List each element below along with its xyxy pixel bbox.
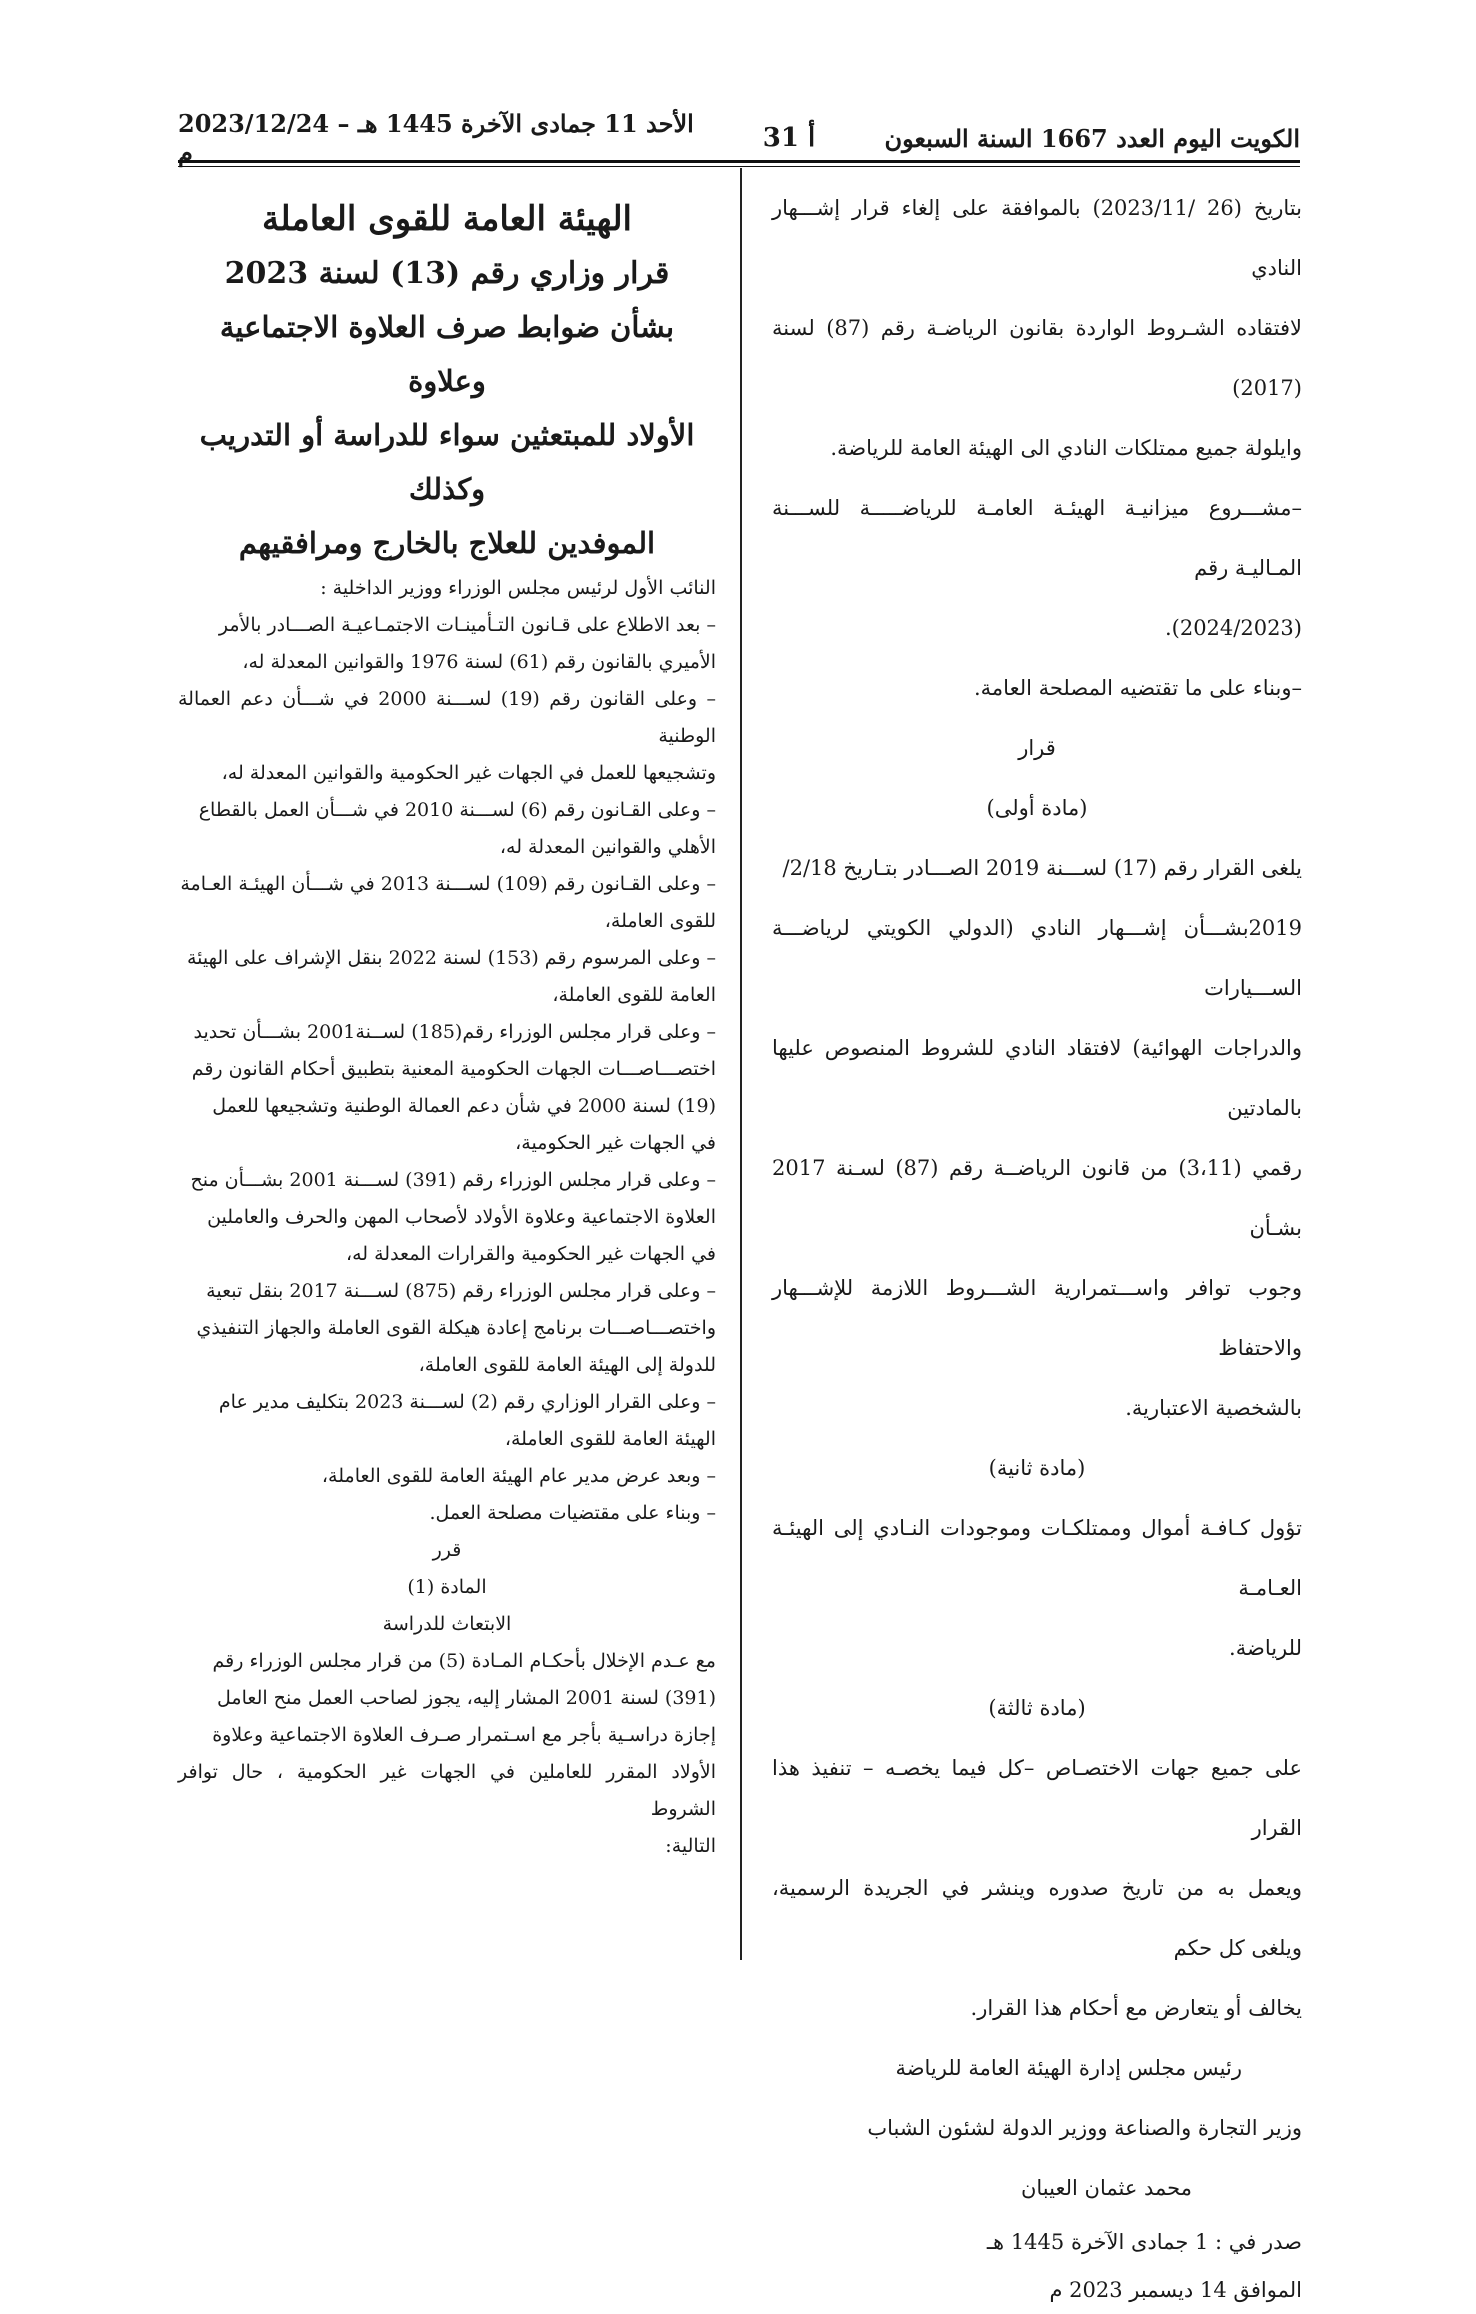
decree-subject-line: بشأن ضوابط صرف العلاوة الاجتماعية وعلاوة <box>219 310 675 398</box>
signatory-name: محمد عثمان العيبان <box>1020 2176 1192 2200</box>
text-line: وجوب توافر واســـتمرارية الشـــروط اللازمة للإشـــهار والاحتفاظ <box>772 1276 1302 1360</box>
text-line: النائب الأول لرئيس مجلس الوزراء ووزير الداخلية : <box>320 577 716 599</box>
article-1-label: المادة (1) <box>407 1576 487 1598</box>
text-line: الأهلي والقوانين المعدلة له، <box>499 836 716 858</box>
decree-subject-line: الأولاد للمبتعثين سواء للدراسة أو التدريب وكذلك <box>199 418 695 506</box>
decree-body <box>178 570 716 1865</box>
page-number: أ 31 <box>762 123 816 153</box>
authority-title: الهيئة العامة للقوى العاملة <box>262 199 632 239</box>
text-line: – وعلى قرار مجلس الوزراء رقم (391) لســـنة 2001 بشـــأن منح <box>190 1169 716 1191</box>
article-1-heading: الابتعاث للدراسة <box>382 1613 512 1635</box>
text-line: – وعلى قرار مجلس الوزراء رقم (875) لســـنة 2017 بنقل تبعية <box>206 1280 716 1302</box>
text-line: التالية: <box>665 1835 716 1857</box>
text-line: إجازة دراسـية بأجر مع اسـتمرار صـرف العلاوة الاجتماعية وعلاوة <box>212 1724 716 1746</box>
text-line: في الجهات غير الحكومية والقرارات المعدلة له، <box>345 1243 716 1265</box>
text-line: –مشـــروع ميزانيـة الهيئـة العامـة للرياضـــــة للســـنة المـاليـة رقم <box>772 496 1302 580</box>
text-line: – وعلى القانون رقم (19) لســـنة 2000 في شـــأن دعم العمالة الوطنية <box>178 688 716 747</box>
header-rule-thin <box>178 166 1300 167</box>
text-line: بالشخصية الاعتبارية. <box>1125 1396 1302 1420</box>
signatory-title-2: وزير التجارة والصناعة ووزير الدولة لشئون الشباب <box>867 2116 1302 2140</box>
text-line: (2024/2023). <box>1164 616 1302 640</box>
issued-date: صدر في : 1 جمادى الآخرة 1445 هـ <box>986 2230 1302 2254</box>
text-line: – وعلى المرسوم رقم (153) لسنة 2022 بنقل الإشراف على الهيئة <box>186 947 716 969</box>
text-line: اختصـــاصـــات الجهات الحكومية المعنية بتطبيق أحكام القانون رقم <box>191 1058 716 1080</box>
corresponding-date: الموافق 14 ديسمبر 2023 م <box>1049 2278 1302 2302</box>
text-line: في الجهات غير الحكومية، <box>515 1132 716 1154</box>
text-line: للرياضة. <box>1229 1636 1302 1660</box>
text-line: واختصـــاصـــات برنامج إعادة هيكلة القوى العاملة والجهاز التنفيذي <box>196 1317 716 1339</box>
decree-title: قرار وزاري رقم (13) لسنة 2023 <box>224 256 670 291</box>
text-line: يخالف أو يتعارض مع أحكام هذا القرار. <box>970 1996 1302 2020</box>
left-column <box>178 190 716 1865</box>
text-line: – وبعد عرض مدير عام الهيئة العامة للقوى العاملة، <box>321 1465 716 1487</box>
text-line: تؤول كـافـة أموال وممتلكـات وموجودات النـادي إلى الهيئـة العـامـة <box>772 1516 1302 1600</box>
issue-date: الأحد 11 جمادى الآخرة 1445 هـ – 2023/12/24 م <box>178 109 694 167</box>
text-line: – وعلى القـانون رقم (6) لســـنة 2010 في شـــأن العمل بالقطاع <box>198 799 716 821</box>
signatory-title-1: رئيس مجلس إدارة الهيئة العامة للرياضة <box>895 2056 1242 2080</box>
header-rule <box>178 160 1300 163</box>
text-line: – وعلى قرار مجلس الوزراء رقم(185) لســنة2001 بشـــأن تحديد <box>193 1021 716 1043</box>
text-line: على جميع جهات الاختصـاص –كل فيما يخصـه – تنفيذ هذا القرار <box>772 1756 1302 1840</box>
text-line: – وعلى القـانون رقم (109) لســـنة 2013 في شـــأن الهيئـة العـامة <box>180 873 716 895</box>
text-line: وتشجيعها للعمل في الجهات غير الحكومية والقوانين المعدلة له، <box>221 762 716 784</box>
article-3-label: (مادة ثالثة) <box>988 1696 1086 1720</box>
text-line: الهيئة العامة للقوى العاملة، <box>504 1428 716 1450</box>
text-line: لافتقاده الشـروط الواردة بقانون الرياضـة رقم (87) لسنة (2017) <box>772 316 1302 400</box>
text-line: (391) لسنة 2001 المشار إليه، يجوز لصاحب العمل منح العامل <box>217 1687 716 1709</box>
text-line: – وبناء على مقتضيات مصلحة العمل. <box>429 1502 716 1524</box>
article-1-label: (مادة أولى) <box>986 796 1088 820</box>
text-line: بتاريخ (26 /2023/11) بالموافقة على إلغاء قرار إشـــهار النادي <box>772 196 1302 280</box>
right-column <box>772 178 1302 2314</box>
page-header <box>178 109 1300 167</box>
text-line: 2019بشـــأن إشـــهار النادي (الدولي الكويتي لرياضـــة الســـيارات <box>772 916 1302 1000</box>
text-line: –وبناء على ما تقتضيه المصلحة العامة. <box>973 676 1302 700</box>
text-line: العلاوة الاجتماعية وعلاوة الأولاد لأصحاب المهن والحرف والعاملين <box>207 1206 716 1228</box>
decision-label: قرار <box>1018 736 1056 760</box>
text-line: يلغى القرار رقم (17) لســـنة 2019 الصـــادر بتـاريخ 2/18/ <box>782 856 1302 880</box>
text-line: للقوى العاملة، <box>604 910 716 932</box>
text-line: رقمي (3،11) من قانون الرياضــة رقم (87) لسـنة 2017 بشـأن <box>772 1156 1302 1240</box>
decided-label: قرر <box>432 1539 462 1561</box>
text-line: مع عـدم الإخلال بأحكـام المـادة (5) من قرار مجلس الوزراء رقم <box>212 1650 716 1672</box>
decree-subject-line: الموفدين للعلاج بالخارج ومرافقيهم <box>238 526 656 560</box>
text-line: – بعد الاطلاع على قـانون التـأمينـات الاجتمـاعيـة الصـــادر بالأمر <box>218 614 716 636</box>
text-line: الأولاد المقرر للعاملين في الجهات غير الحكومية ، حال توافر الشروط <box>178 1761 716 1820</box>
text-line: الأميري بالقانون رقم (61) لسنة 1976 والقوانين المعدلة له، <box>242 651 716 673</box>
text-line: والدراجات الهوائية) لافتقاد النادي للشروط المنصوص عليها بالمادتين <box>772 1036 1302 1120</box>
text-line: (19) لسنة 2000 في شأن دعم العمالة الوطنية وتشجيعها للعمل <box>212 1095 716 1117</box>
text-line: للدولة إلى الهيئة العامة للقوى العاملة، <box>418 1354 716 1376</box>
gazette-issue: الكويت اليوم العدد 1667 السنة السبعون <box>884 123 1300 153</box>
text-line: العامة للقوى العاملة، <box>552 984 716 1006</box>
text-line: – وعلى القرار الوزاري رقم (2) لســـنة 2023 بتكليف مدير عام <box>218 1391 716 1413</box>
article-2-label: (مادة ثانية) <box>988 1456 1086 1480</box>
text-line: ويعمل به من تاريخ صدوره وينشر في الجريدة الرسمية، ويلغى كل حكم <box>772 1876 1302 1960</box>
column-divider <box>740 168 742 1960</box>
text-line: وايلولة جميع ممتلكات النادي الى الهيئة العامة للرياضة. <box>830 436 1302 460</box>
